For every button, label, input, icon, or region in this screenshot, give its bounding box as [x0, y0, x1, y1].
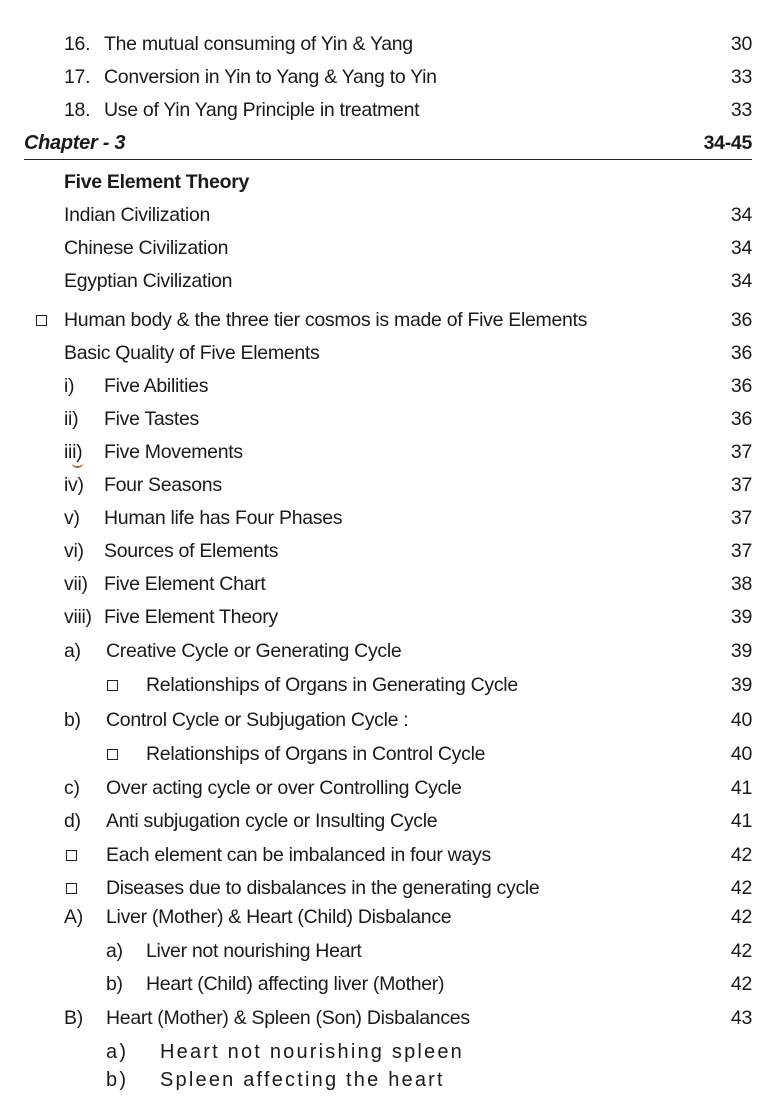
entry-number: b): [106, 973, 123, 995]
entry-page: 33: [730, 66, 752, 88]
toc-entry: [0, 705, 780, 735]
section-heading: [0, 167, 780, 197]
toc-entry: [0, 29, 780, 59]
entry-number: 17.: [64, 66, 91, 88]
entry-page: 34: [730, 204, 752, 226]
entry-title: Relationships of Organs in Control Cycle: [146, 743, 486, 765]
section-title: Five Element Theory: [64, 171, 250, 193]
entry-number: a): [106, 1041, 129, 1063]
toc-entry: [0, 569, 780, 599]
entry-title: Control Cycle or Subjugation Cycle :: [106, 709, 409, 731]
entry-title: Relationships of Organs in Generating Cycle: [146, 674, 518, 696]
toc-entry: [0, 936, 780, 966]
entry-title: Diseases due to disbalances in the generating cycle: [106, 877, 540, 899]
entry-page: 36: [730, 342, 752, 364]
toc-entry: [0, 62, 780, 92]
entry-title: Human life has Four Phases: [104, 507, 343, 529]
toc-entry: [0, 338, 780, 368]
toc-entry: [0, 773, 780, 803]
entry-title: Anti subjugation cycle or Insulting Cycle: [106, 810, 438, 832]
toc-entry: [0, 1003, 780, 1033]
entry-title: Five Movements: [104, 441, 243, 463]
toc-entry: [0, 266, 780, 296]
entry-title: Five Tastes: [104, 408, 199, 430]
toc-entry: [0, 437, 780, 467]
entry-title: Five Abilities: [104, 375, 209, 397]
entry-page: 37: [730, 441, 752, 463]
entry-number: B): [64, 1007, 83, 1029]
entry-title: Spleen affecting the heart: [160, 1069, 445, 1091]
entry-number: d): [64, 810, 81, 832]
toc-entry: [0, 969, 780, 999]
entry-number: b): [64, 709, 81, 731]
entry-page: 41: [730, 777, 752, 799]
entry-number: iv): [64, 474, 84, 496]
entry-title: Five Element Theory: [104, 606, 278, 628]
entry-page: 42: [730, 940, 752, 962]
toc-entry: [0, 503, 780, 533]
entry-number: vii): [64, 573, 88, 595]
entry-title: Over acting cycle or over Controlling Cycle: [106, 777, 462, 799]
toc-entry: [0, 95, 780, 125]
entry-title: Egyptian Civilization: [64, 270, 233, 292]
entry-title: Five Element Chart: [104, 573, 266, 595]
entry-number: a): [64, 640, 81, 662]
entry-page: 41: [730, 810, 752, 832]
entry-page: 36: [730, 309, 752, 331]
entry-title: Sources of Elements: [104, 540, 279, 562]
toc-entry: [0, 1065, 780, 1095]
entry-page: 39: [730, 606, 752, 628]
entry-page: 39: [730, 640, 752, 662]
entry-title: The mutual consuming of Yin & Yang: [104, 33, 413, 55]
entry-page: 42: [730, 906, 752, 928]
entry-number: A): [64, 906, 83, 928]
square-bullet-icon: [107, 680, 118, 691]
toc-entry: [0, 371, 780, 401]
toc-entry: [0, 1037, 780, 1067]
entry-title: Indian Civilization: [64, 204, 211, 226]
entry-title: Basic Quality of Five Elements: [64, 342, 320, 364]
entry-page: 36: [730, 375, 752, 397]
entry-title: Heart not nourishing spleen: [160, 1041, 464, 1063]
entry-title: Heart (Mother) & Spleen (Son) Disbalances: [106, 1007, 470, 1029]
entry-page: 37: [730, 507, 752, 529]
toc-entry: [0, 670, 780, 700]
entry-number: i): [64, 375, 75, 397]
entry-title: Conversion in Yin to Yang & Yang to Yin: [104, 66, 437, 88]
toc-entry: [0, 305, 780, 335]
entry-page: 42: [730, 844, 752, 866]
entry-title: Creative Cycle or Generating Cycle: [106, 640, 402, 662]
entry-title: Liver not nourishing Heart: [146, 940, 362, 962]
entry-title: Use of Yin Yang Principle in treatment: [104, 99, 420, 121]
toc-entry: [0, 840, 780, 870]
chapter-label: Chapter - 3: [24, 132, 126, 154]
entry-page: 39: [730, 674, 752, 696]
pen-mark: [72, 463, 83, 468]
entry-page: 42: [730, 877, 752, 899]
entry-number: b): [106, 1069, 129, 1091]
toc-entry: [0, 470, 780, 500]
toc-entry: [0, 200, 780, 230]
chapter-heading: [0, 128, 780, 158]
entry-page: 43: [730, 1007, 752, 1029]
entry-number: vi): [64, 540, 84, 562]
entry-number: v): [64, 507, 80, 529]
entry-title: Four Seasons: [104, 474, 222, 496]
toc-entry: [0, 536, 780, 566]
entry-number: iii): [64, 441, 83, 463]
square-bullet-icon: [107, 749, 118, 760]
entry-title: Heart (Child) affecting liver (Mother): [146, 973, 445, 995]
toc-entry: [0, 873, 780, 903]
entry-number: c): [64, 777, 80, 799]
square-bullet-icon: [66, 883, 77, 894]
toc-entry: [0, 233, 780, 263]
entry-number: 18.: [64, 99, 91, 121]
entry-title: Human body & the three tier cosmos is made of Five Elements: [64, 309, 588, 331]
entry-number: a): [106, 940, 123, 962]
entry-page: 36: [730, 408, 752, 430]
toc-entry: [0, 806, 780, 836]
chapter-divider: [24, 159, 752, 160]
toc-entry: [0, 636, 780, 666]
entry-page: 34: [730, 270, 752, 292]
entry-page: 40: [730, 743, 752, 765]
entry-number: viii): [64, 606, 92, 628]
toc-entry: [0, 902, 780, 932]
entry-page: 37: [730, 474, 752, 496]
entry-number: ii): [64, 408, 79, 430]
entry-page: 34: [730, 237, 752, 259]
entry-title: Each element can be imbalanced in four ways: [106, 844, 491, 866]
square-bullet-icon: [66, 850, 77, 861]
toc-entry: [0, 739, 780, 769]
entry-page: 30: [730, 33, 752, 55]
entry-page: 38: [730, 573, 752, 595]
chapter-pages: 34-45: [703, 132, 752, 154]
entry-page: 33: [730, 99, 752, 121]
entry-page: 37: [730, 540, 752, 562]
square-bullet-icon: [36, 315, 47, 326]
entry-title: Chinese Civilization: [64, 237, 229, 259]
toc-entry: [0, 404, 780, 434]
entry-title: Liver (Mother) & Heart (Child) Disbalance: [106, 906, 452, 928]
entry-page: 40: [730, 709, 752, 731]
entry-page: 42: [730, 973, 752, 995]
entry-number: 16.: [64, 33, 91, 55]
toc-entry: [0, 602, 780, 632]
